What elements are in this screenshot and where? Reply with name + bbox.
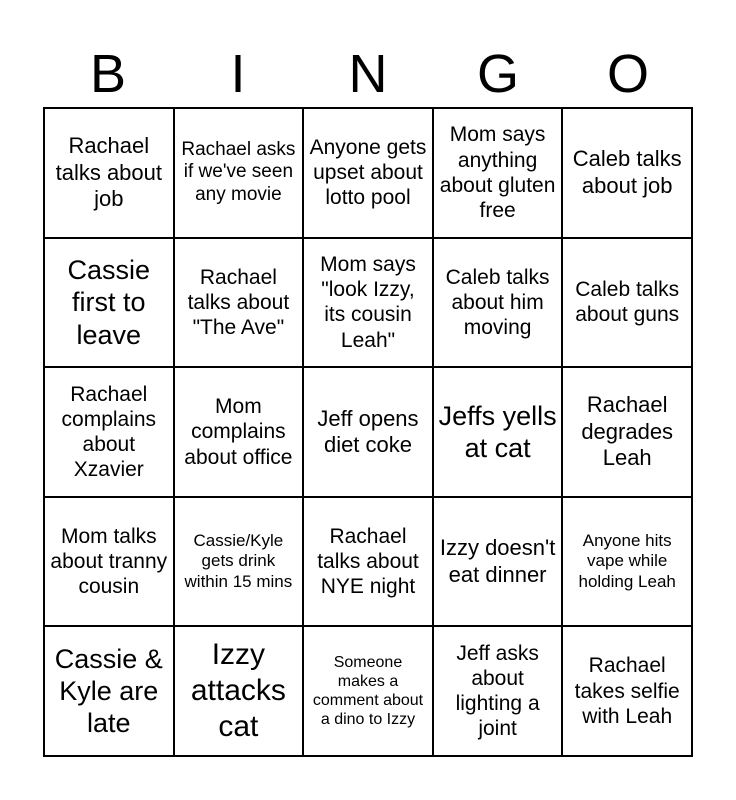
bingo-cell[interactable]: Jeff asks about lighting a joint [433,626,563,756]
bingo-cell[interactable]: Rachael talks about "The Ave" [174,238,304,368]
bingo-cell[interactable]: Rachael takes selfie with Leah [562,626,692,756]
bingo-cell[interactable]: Anyone hits vape while holding Leah [562,497,692,627]
header-letter-g: G [476,44,519,104]
bingo-cell[interactable]: Mom says anything about gluten free [433,108,563,238]
bingo-cell[interactable]: Caleb talks about job [562,108,692,238]
bingo-cell[interactable]: Cassie & Kyle are late [44,626,174,756]
bingo-header [43,40,693,108]
bingo-cell[interactable]: Rachael talks about job [44,108,174,238]
bingo-cell[interactable]: Izzy doesn't eat dinner [433,497,563,627]
bingo-cell[interactable]: Rachael complains about Xzavier [44,367,174,497]
header-letter-i: I [230,44,246,104]
bingo-cell[interactable]: Mom talks about tranny cousin [44,497,174,627]
bingo-cell[interactable]: Cassie/Kyle gets drink within 15 mins [174,497,304,627]
bingo-cell[interactable]: Cassie first to leave [44,238,174,368]
bingo-cell[interactable]: Jeffs yells at cat [433,367,563,497]
bingo-cell[interactable]: Caleb talks about him moving [433,238,563,368]
bingo-grid [43,107,693,757]
bingo-cell[interactable]: Izzy attacks cat [174,626,304,756]
header-letter-b: B [89,44,127,104]
bingo-cell[interactable]: Caleb talks about guns [562,238,692,368]
header-letter-o: O [606,44,649,104]
bingo-cell[interactable]: Rachael asks if we've seen any movie [174,108,304,238]
bingo-cell[interactable]: Anyone gets upset about lotto pool [303,108,433,238]
bingo-cell[interactable]: Someone makes a comment about a dino to Izzy [303,626,433,756]
bingo-cell[interactable]: Mom complains about office [174,367,304,497]
header-letter-n: N [348,44,388,104]
bingo-cell[interactable]: Jeff opens diet coke [303,367,433,497]
bingo-cell[interactable]: Mom says "look Izzy, its cousin Leah" [303,238,433,368]
bingo-cell[interactable]: Rachael talks about NYE night [303,497,433,627]
bingo-cell[interactable]: Rachael degrades Leah [562,367,692,497]
